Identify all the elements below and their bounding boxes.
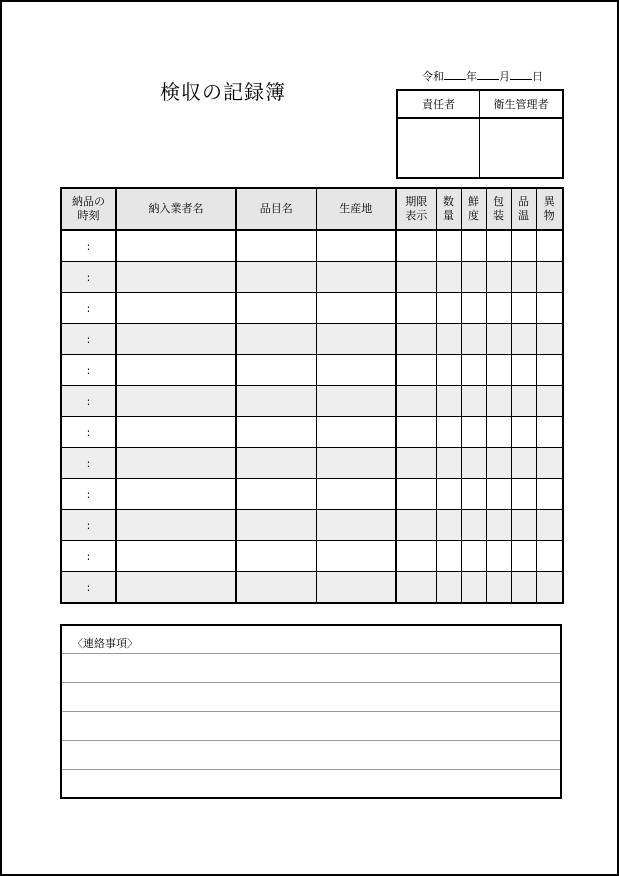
cell-foreign-matter[interactable]: [536, 386, 563, 417]
cell-packaging[interactable]: [486, 324, 511, 355]
cell-time[interactable]: :: [61, 541, 116, 572]
cell-temperature[interactable]: [511, 386, 536, 417]
notes-line: [62, 769, 560, 770]
cell-origin[interactable]: [316, 355, 396, 386]
cell-expiry[interactable]: [396, 324, 436, 355]
cell-freshness[interactable]: [461, 572, 486, 604]
cell-foreign-matter[interactable]: [536, 479, 563, 510]
header-expiry: 期限表示: [396, 188, 436, 230]
table-row: [61, 386, 563, 417]
cell-item[interactable]: [236, 262, 316, 293]
notes-label: 〈連絡事項〉: [72, 637, 138, 650]
header-origin: 生産地: [316, 188, 396, 230]
cell-time[interactable]: :: [61, 230, 116, 262]
cell-quantity[interactable]: [436, 386, 461, 417]
cell-origin[interactable]: [316, 324, 396, 355]
cell-temperature[interactable]: [511, 448, 536, 479]
cell-origin[interactable]: [316, 541, 396, 572]
cell-quantity[interactable]: [436, 417, 461, 448]
hygiene-manager-header: 衛生管理者: [480, 91, 562, 119]
cell-temperature[interactable]: [511, 230, 536, 262]
cell-freshness[interactable]: [461, 355, 486, 386]
cell-expiry[interactable]: [396, 448, 436, 479]
table-row: [61, 262, 563, 293]
cell-freshness[interactable]: [461, 262, 486, 293]
cell-supplier[interactable]: [116, 355, 236, 386]
cell-freshness[interactable]: [461, 417, 486, 448]
cell-foreign-matter[interactable]: [536, 448, 563, 479]
table-row: [61, 324, 563, 355]
cell-freshness[interactable]: [461, 230, 486, 262]
cell-supplier[interactable]: [116, 262, 236, 293]
month-label: 月: [499, 70, 510, 83]
cell-time[interactable]: :: [61, 510, 116, 541]
cell-expiry[interactable]: [396, 541, 436, 572]
cell-temperature[interactable]: [511, 572, 536, 604]
month-blank[interactable]: [477, 79, 499, 80]
cell-time[interactable]: :: [61, 386, 116, 417]
table-row: [61, 541, 563, 572]
header-supplier: 納入業者名: [116, 188, 236, 230]
cell-packaging[interactable]: [486, 262, 511, 293]
day-blank[interactable]: [510, 79, 532, 80]
inspection-table: [60, 187, 564, 604]
signature-box: [396, 89, 564, 179]
cell-supplier[interactable]: [116, 386, 236, 417]
cell-foreign-matter[interactable]: [536, 262, 563, 293]
header-foreign-matter: 異物: [536, 188, 563, 230]
cell-origin[interactable]: [316, 448, 396, 479]
cell-item[interactable]: [236, 510, 316, 541]
cell-time[interactable]: :: [61, 479, 116, 510]
header-temperature: 品温: [511, 188, 536, 230]
cell-foreign-matter[interactable]: [536, 293, 563, 324]
cell-time[interactable]: :: [61, 293, 116, 324]
responsible-seal-cell[interactable]: [398, 119, 480, 177]
cell-item[interactable]: [236, 448, 316, 479]
cell-item[interactable]: [236, 355, 316, 386]
cell-origin[interactable]: [316, 262, 396, 293]
cell-origin[interactable]: [316, 417, 396, 448]
cell-temperature[interactable]: [511, 355, 536, 386]
cell-temperature[interactable]: [511, 293, 536, 324]
cell-quantity[interactable]: [436, 324, 461, 355]
cell-freshness[interactable]: [461, 541, 486, 572]
cell-supplier[interactable]: [116, 293, 236, 324]
cell-freshness[interactable]: [461, 479, 486, 510]
cell-temperature[interactable]: [511, 417, 536, 448]
cell-packaging[interactable]: [486, 510, 511, 541]
cell-supplier[interactable]: [116, 448, 236, 479]
cell-packaging[interactable]: [486, 230, 511, 262]
cell-item[interactable]: [236, 293, 316, 324]
cell-origin[interactable]: [316, 510, 396, 541]
header-packaging: 包装: [486, 188, 511, 230]
cell-foreign-matter[interactable]: [536, 324, 563, 355]
cell-foreign-matter[interactable]: [536, 230, 563, 262]
cell-item[interactable]: [236, 417, 316, 448]
cell-expiry[interactable]: [396, 510, 436, 541]
cell-origin[interactable]: [316, 479, 396, 510]
cell-packaging[interactable]: [486, 386, 511, 417]
cell-quantity[interactable]: [436, 355, 461, 386]
cell-quantity[interactable]: [436, 293, 461, 324]
cell-item[interactable]: [236, 324, 316, 355]
notes-line: [62, 711, 560, 712]
cell-supplier[interactable]: [116, 572, 236, 604]
cell-foreign-matter[interactable]: [536, 510, 563, 541]
cell-expiry[interactable]: [396, 293, 436, 324]
cell-origin[interactable]: [316, 230, 396, 262]
cell-time[interactable]: :: [61, 448, 116, 479]
notes-line: [62, 682, 560, 683]
cell-temperature[interactable]: [511, 324, 536, 355]
cell-temperature[interactable]: [511, 510, 536, 541]
cell-supplier[interactable]: [116, 541, 236, 572]
cell-temperature[interactable]: [511, 541, 536, 572]
cell-item[interactable]: [236, 572, 316, 604]
cell-item[interactable]: [236, 541, 316, 572]
cell-quantity[interactable]: [436, 230, 461, 262]
cell-origin[interactable]: [316, 293, 396, 324]
cell-expiry[interactable]: [396, 230, 436, 262]
cell-quantity[interactable]: [436, 479, 461, 510]
cell-time[interactable]: :: [61, 355, 116, 386]
era-label: 令和: [422, 70, 444, 83]
page-title: 検収の記録簿: [160, 80, 286, 104]
cell-packaging[interactable]: [486, 572, 511, 604]
notes-box[interactable]: [60, 624, 562, 799]
cell-time[interactable]: :: [61, 262, 116, 293]
cell-expiry[interactable]: [396, 479, 436, 510]
cell-packaging[interactable]: [486, 293, 511, 324]
cell-time[interactable]: :: [61, 324, 116, 355]
cell-freshness[interactable]: [461, 448, 486, 479]
cell-time[interactable]: :: [61, 572, 116, 604]
cell-expiry[interactable]: [396, 386, 436, 417]
cell-quantity[interactable]: [436, 262, 461, 293]
cell-packaging[interactable]: [486, 355, 511, 386]
day-label: 日: [532, 70, 543, 83]
cell-quantity[interactable]: [436, 448, 461, 479]
table-row: [61, 355, 563, 386]
cell-quantity[interactable]: [436, 572, 461, 604]
cell-foreign-matter[interactable]: [536, 541, 563, 572]
table-row: [61, 417, 563, 448]
cell-foreign-matter[interactable]: [536, 417, 563, 448]
header-quantity: 数量: [436, 188, 461, 230]
cell-origin[interactable]: [316, 386, 396, 417]
cell-packaging[interactable]: [486, 417, 511, 448]
cell-freshness[interactable]: [461, 293, 486, 324]
cell-supplier[interactable]: [116, 230, 236, 262]
cell-supplier[interactable]: [116, 510, 236, 541]
cell-supplier[interactable]: [116, 324, 236, 355]
cell-item[interactable]: [236, 386, 316, 417]
cell-freshness[interactable]: [461, 386, 486, 417]
header-delivery-time: 納品の時刻: [61, 188, 116, 230]
cell-expiry[interactable]: [396, 417, 436, 448]
table-row: [61, 572, 563, 604]
cell-expiry[interactable]: [396, 355, 436, 386]
responsible-header: 責任者: [398, 91, 480, 119]
date-field: [422, 68, 543, 84]
table-row: [61, 479, 563, 510]
notes-line: [62, 653, 560, 654]
cell-expiry[interactable]: [396, 572, 436, 604]
table-header-row: [61, 188, 563, 230]
cell-quantity[interactable]: [436, 541, 461, 572]
cell-quantity[interactable]: [436, 510, 461, 541]
cell-supplier[interactable]: [116, 417, 236, 448]
cell-packaging[interactable]: [486, 448, 511, 479]
table-row: [61, 510, 563, 541]
cell-foreign-matter[interactable]: [536, 355, 563, 386]
cell-temperature[interactable]: [511, 262, 536, 293]
cell-supplier[interactable]: [116, 479, 236, 510]
cell-packaging[interactable]: [486, 541, 511, 572]
cell-item[interactable]: [236, 230, 316, 262]
cell-temperature[interactable]: [511, 479, 536, 510]
cell-time[interactable]: :: [61, 417, 116, 448]
header-item: 品目名: [236, 188, 316, 230]
cell-origin[interactable]: [316, 572, 396, 604]
header-freshness: 鮮度: [461, 188, 486, 230]
table-row: [61, 230, 563, 262]
notes-line: [62, 740, 560, 741]
table-row: [61, 293, 563, 324]
hygiene-manager-seal-cell[interactable]: [480, 119, 562, 177]
cell-foreign-matter[interactable]: [536, 572, 563, 604]
year-label: 年: [466, 70, 477, 83]
year-blank[interactable]: [444, 79, 466, 80]
cell-packaging[interactable]: [486, 479, 511, 510]
cell-freshness[interactable]: [461, 324, 486, 355]
table-row: [61, 448, 563, 479]
cell-expiry[interactable]: [396, 262, 436, 293]
cell-item[interactable]: [236, 479, 316, 510]
cell-freshness[interactable]: [461, 510, 486, 541]
